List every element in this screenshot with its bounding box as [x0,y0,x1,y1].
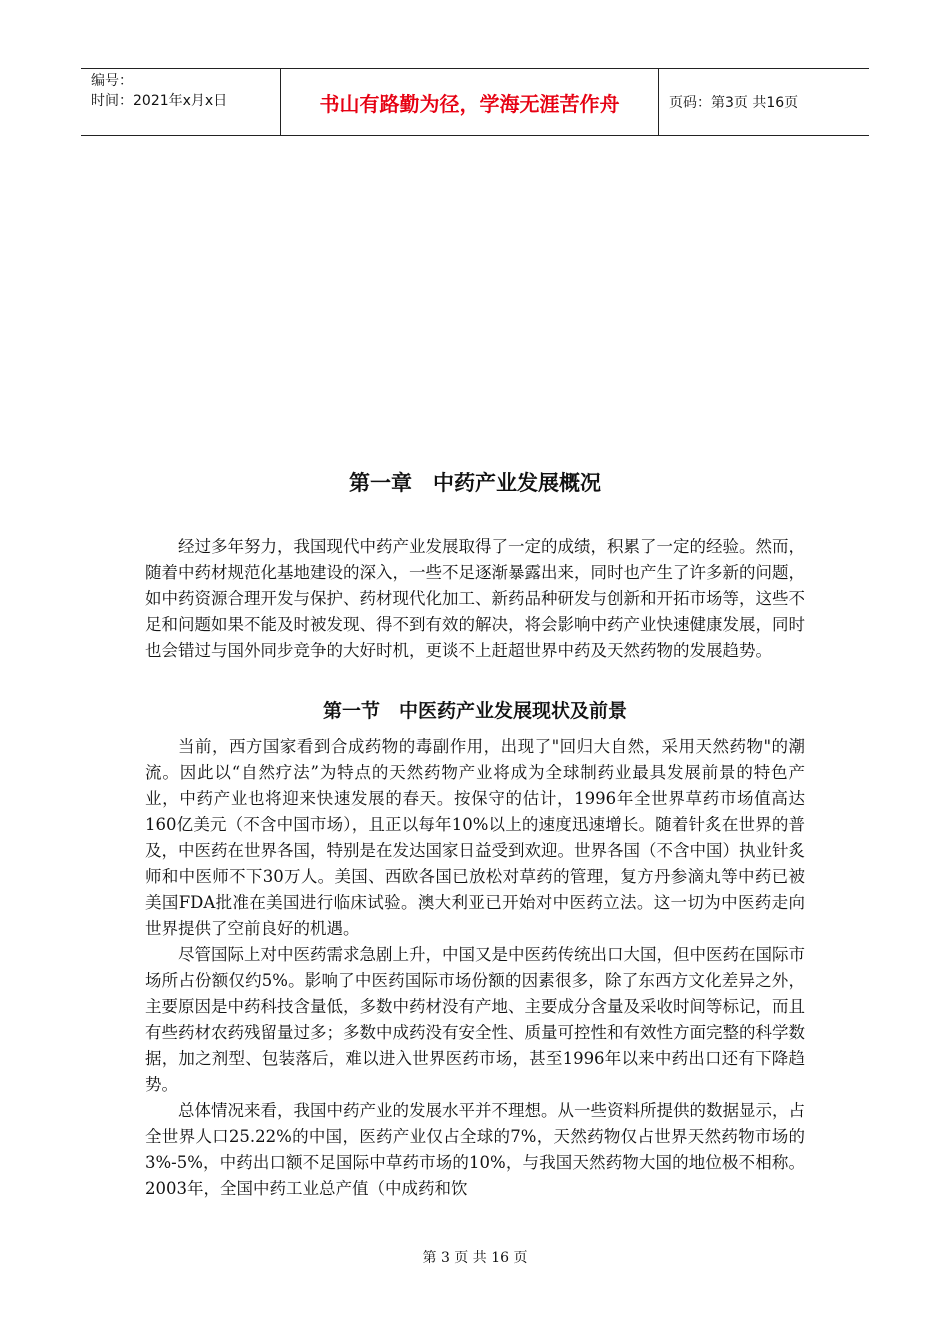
header-meta [81,69,281,135]
paragraph: 尽管国际上对中医药需求急剧上升，中国又是中医药传统出口大国，但中医药在国际市场所占份额仅约5%。影响了中医药国际市场份额的因素很多，除了东西方文化差异之外，主要原因是中药科技含量低，多数中药材没有产地、主要成分含量及采收时间等标记，而且有些药材农药残留量过多；多数中成药没有安全性、质量可控性和有效性方面完整的科学数据，加之剂型、包装落后，难以进入世界医药市场，甚至1996年以来中药出口还有下降趋势。 [145,945,805,1094]
date-label: 时间：2021年x月x日 [91,93,228,109]
header-motto: 书山有路勤为径，学海无涯苦作舟 [281,69,659,135]
document-body [145,466,805,1202]
header-page-info: 页码：第3页 共16页 [669,95,799,111]
page-header [81,68,869,136]
intro-paragraph: 经过多年努力，我国现代中药产业发展取得了一定的成绩，积累了一定的经验。然而，随着中药材规范化基地建设的深入，一些不足逐渐暴露出来，同时也产生了许多新的问题，如中药资源合理开发与保护、药材现代化加工、新药品种研发与创新和开拓市场等，这些不足和问题如果不能及时被发现、得不到有效的解决，将会影响中药产业快速健康发展，同时也会错过与国外同步竞争的大好时机，更谈不上赶超世界中药及天然药物的发展趋势。 [145,537,805,660]
paragraph: 总体情况来看，我国中药产业的发展水平并不理想。从一些资料所提供的数据显示，占全世界人口25.22%的中国，医药产业仅占全球的7%，天然药物仅占世界天然药物市场的3%-5%，中药出口额不足国际中草药市场的10%，与我国天然药物大国的地位极不相称。2003年，全国中药工业总产值（中成药和饮 [145,1101,805,1198]
page-footer: 第 3 页 共 16 页 [422,1250,528,1266]
chapter-title: 第一章 中药产业发展概况 [349,471,601,495]
section-title: 第一节 中医药产业发展现状及前景 [322,700,627,722]
number-label: 编号： [91,73,133,89]
paragraph: 当前，西方国家看到合成药物的毒副作用，出现了"回归大自然，采用天然药物"的潮流。因此以“自然疗法”为特点的天然药物产业将成为全球制药业最具发展前景的特色产业，中药产业也将迎来快速发展的春天。按保守的估计，1996年全世界草药市场值高达160亿美元（不含中国市场），且正以每年10%以上的速度迅速增长。随着针炙在世界的普及，中医药在世界各国，特别是在发达国家日益受到欢迎。世界各国（不含中国）执业针炙师和中医师不下30万人。美国、西欧各国已放松对草药的管理，复方丹参滴丸等中药已被美国FDA批准在美国进行临床试验。澳大利亚已开始对中医药立法。这一切为中医药走向世界提供了空前良好的机遇。 [145,737,805,938]
